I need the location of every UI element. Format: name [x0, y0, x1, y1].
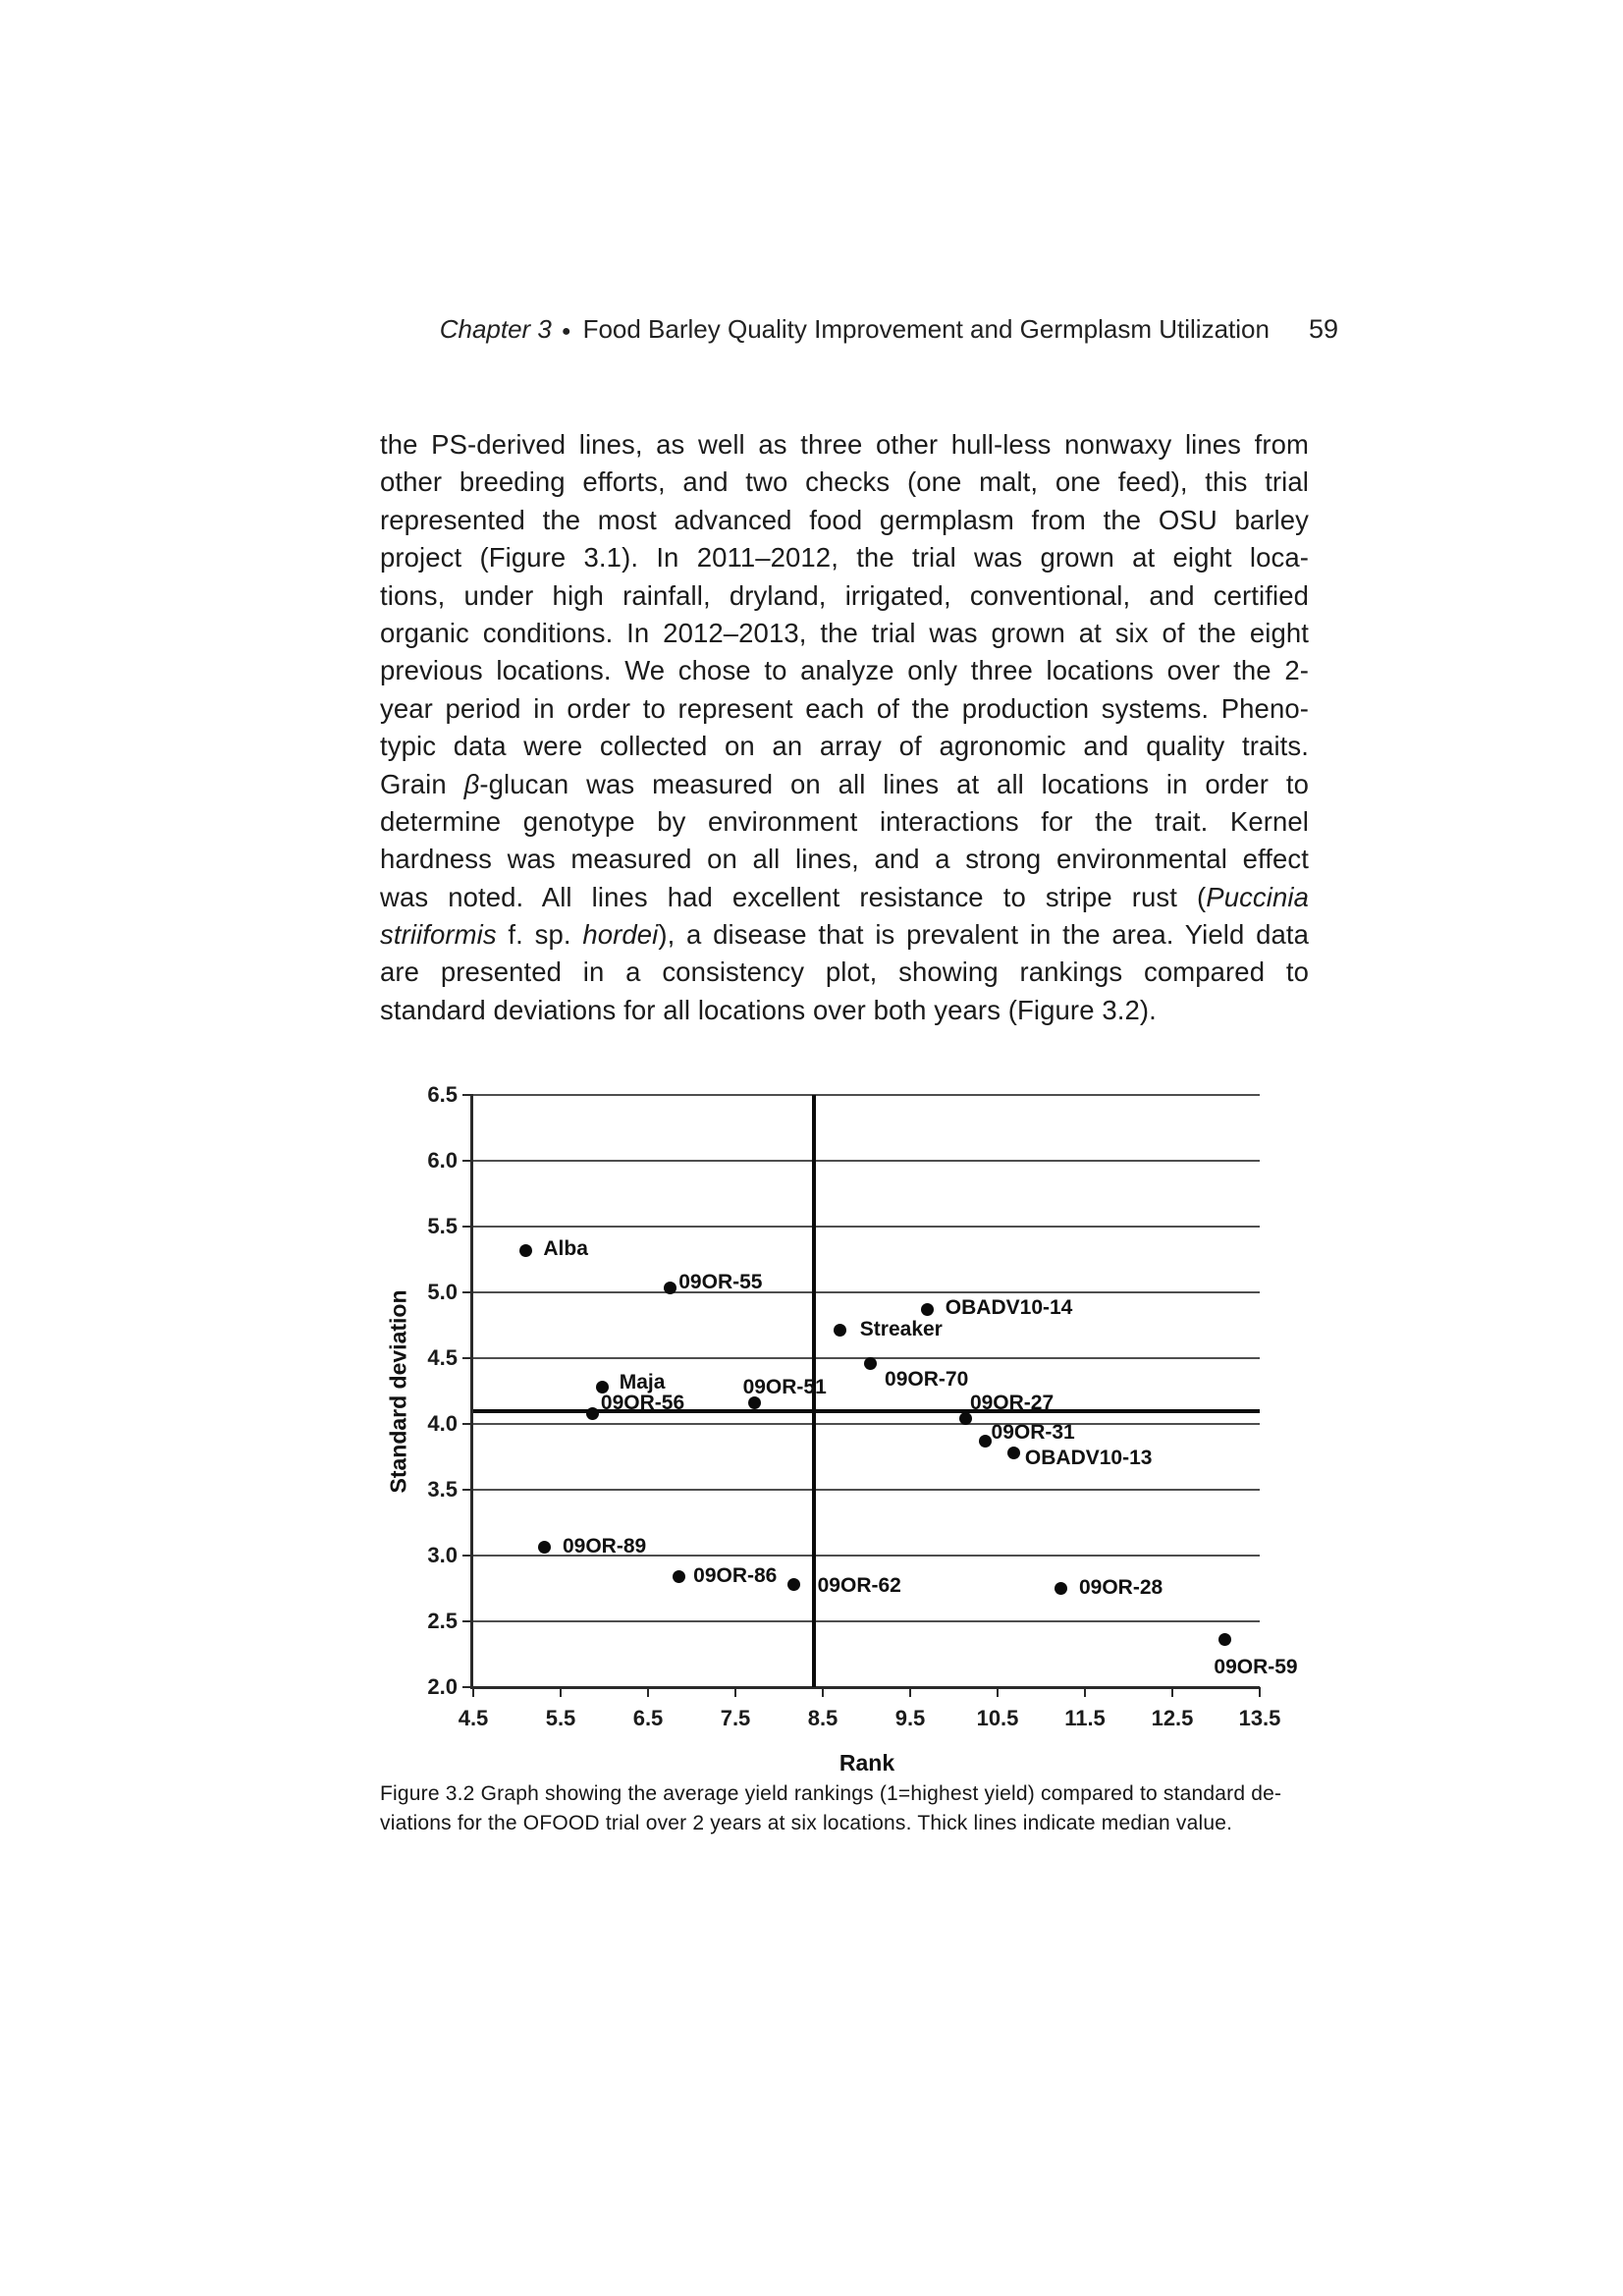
x-tick-mark	[1084, 1687, 1086, 1697]
x-tick-label: 11.5	[1064, 1706, 1106, 1730]
x-tick-label: 10.5	[976, 1706, 1019, 1730]
page-number: 59	[1308, 314, 1338, 344]
text-segment: year period in order to represent each of the production systems. Pheno-	[380, 692, 1309, 724]
data-point-label: OBADV10-13	[1024, 1447, 1153, 1470]
x-tick-label: 8.5	[807, 1706, 839, 1730]
y-tick-label: 4.5	[427, 1345, 458, 1370]
text-segment: standard deviations for all locations over both years (Figure 3.2).	[380, 994, 1157, 1025]
y-gridline	[473, 1423, 1260, 1425]
data-point-label: 09OR-89	[562, 1534, 647, 1558]
data-point-label: Maja	[619, 1371, 666, 1394]
figure-caption-line: Figure 3.2 Graph showing the average yield rankings (1=highest yield) compared to standard de-	[380, 1782, 1282, 1805]
y-gridline	[473, 1226, 1260, 1228]
text-segment: f. sp.	[496, 919, 583, 951]
data-point	[921, 1303, 934, 1316]
text-segment: represented the most advanced food germplasm from the OSU barley	[380, 504, 1309, 535]
data-point-label: 09OR-28	[1078, 1575, 1163, 1599]
x-tick-mark	[560, 1687, 562, 1697]
x-tick-label: 6.5	[632, 1706, 664, 1730]
y-tick-label: 6.0	[427, 1148, 458, 1173]
italic-text: Puccinia	[1206, 881, 1309, 912]
y-tick-label: 5.0	[427, 1280, 458, 1304]
text-segment: tions, under high rainfall, dryland, irrigated, conventional, and certified	[380, 579, 1309, 611]
x-axis-title: Rank	[839, 1750, 895, 1776]
text-segment: are presented in a consistency plot, showing rankings compared to	[380, 957, 1309, 988]
y-tick-label: 2.5	[427, 1609, 458, 1633]
y-gridline	[473, 1291, 1260, 1293]
y-gridline	[473, 1620, 1260, 1622]
x-tick-mark	[647, 1687, 649, 1697]
data-point-label: 09OR-51	[742, 1375, 827, 1398]
data-point	[519, 1244, 532, 1257]
x-tick-label: 9.5	[894, 1706, 926, 1730]
x-tick-mark	[1171, 1687, 1173, 1697]
data-point-label: Alba	[543, 1237, 588, 1261]
y-axis-title: Standard deviation	[385, 1289, 411, 1494]
data-point-label: 09OR-86	[693, 1564, 778, 1588]
data-point	[1007, 1447, 1020, 1459]
data-point-label: 09OR-27	[969, 1391, 1055, 1414]
text-segment: determine genotype by environment interactions for the trait. Kernel	[380, 805, 1309, 837]
y-tick-label: 4.0	[427, 1411, 458, 1436]
data-point	[787, 1578, 800, 1591]
italic-text: striiformis	[380, 919, 497, 951]
text-segment: project (Figure 3.1). In 2011–2012, the trial was grown at eight loca-	[380, 542, 1309, 574]
y-axis-line	[470, 1095, 473, 1687]
data-point-label: 09OR-31	[991, 1421, 1075, 1445]
data-point	[1218, 1633, 1231, 1646]
data-point-label: 09OR-56	[600, 1392, 685, 1415]
data-point	[834, 1324, 846, 1337]
x-tick-label: 5.5	[545, 1706, 576, 1730]
text-segment: organic conditions. In 2012–2013, the trial was grown at six of the eight	[380, 617, 1309, 648]
y-gridline	[473, 1094, 1260, 1096]
text-segment: was noted. All lines had excellent resistance to stripe rust (	[380, 881, 1207, 912]
data-point-label: Streaker	[859, 1317, 943, 1340]
text-segment: typic data were collected on an array of agronomic and quality traits.	[380, 731, 1309, 762]
data-point-label: 09OR-59	[1214, 1655, 1298, 1678]
x-tick-label: 13.5	[1238, 1706, 1281, 1730]
italic-text: hordei	[582, 919, 659, 951]
data-point	[979, 1435, 992, 1448]
data-point	[586, 1407, 599, 1420]
x-tick-label: 12.5	[1151, 1706, 1194, 1730]
text-segment: hardness was measured on all lines, and a strong environmental effect	[380, 844, 1309, 875]
text-segment: ), a disease that is prevalent in the area. Yield data	[658, 919, 1309, 951]
x-tick-label: 7.5	[720, 1706, 751, 1730]
figure-caption-line: viations for the OFOOD trial over 2 years at six locations. Thick lines indicate median value.	[380, 1812, 1233, 1834]
y-tick-label: 6.5	[427, 1082, 458, 1107]
figure-caption	[380, 1779, 1332, 1838]
y-gridline	[473, 1160, 1260, 1162]
text-segment: other breeding efforts, and two checks (one malt, one feed), this trial	[380, 466, 1309, 498]
x-tick-label: 4.5	[458, 1706, 489, 1730]
x-tick-mark	[997, 1687, 999, 1697]
text-segment: -glucan was measured on all lines at all locations in order to	[479, 768, 1309, 799]
text-segment: previous locations. We chose to analyze only three locations over the 2-	[380, 655, 1309, 686]
y-tick-label: 2.0	[427, 1674, 458, 1699]
y-gridline	[473, 1489, 1260, 1491]
x-tick-mark	[472, 1687, 474, 1697]
x-tick-mark	[1259, 1687, 1261, 1697]
chapter-label: Chapter 3	[439, 314, 552, 344]
data-point-label: 09OR-55	[678, 1270, 763, 1293]
y-tick-label: 3.0	[427, 1543, 458, 1567]
data-point	[864, 1357, 877, 1370]
text-segment: the PS-derived lines, as well as three other hull-less nonwaxy lines from	[380, 429, 1309, 460]
y-tick-label: 3.5	[427, 1477, 458, 1502]
x-tick-mark	[734, 1687, 736, 1697]
data-point-label: 09OR-70	[885, 1368, 969, 1392]
data-point	[538, 1541, 551, 1554]
data-point	[1055, 1582, 1067, 1595]
x-tick-mark	[822, 1687, 824, 1697]
data-point	[673, 1570, 685, 1583]
bullet-separator: ●	[561, 323, 571, 340]
x-tick-mark	[909, 1687, 911, 1697]
running-header-title: Food Barley Quality Improvement and Germplasm Utilization	[582, 314, 1270, 344]
x-axis-line	[470, 1686, 1260, 1689]
italic-text: β	[463, 768, 480, 799]
text-segment: Grain	[380, 768, 464, 799]
y-tick-label: 5.5	[427, 1214, 458, 1238]
data-point-label: 09OR-62	[817, 1574, 901, 1598]
data-point-label: OBADV10-14	[945, 1296, 1073, 1320]
